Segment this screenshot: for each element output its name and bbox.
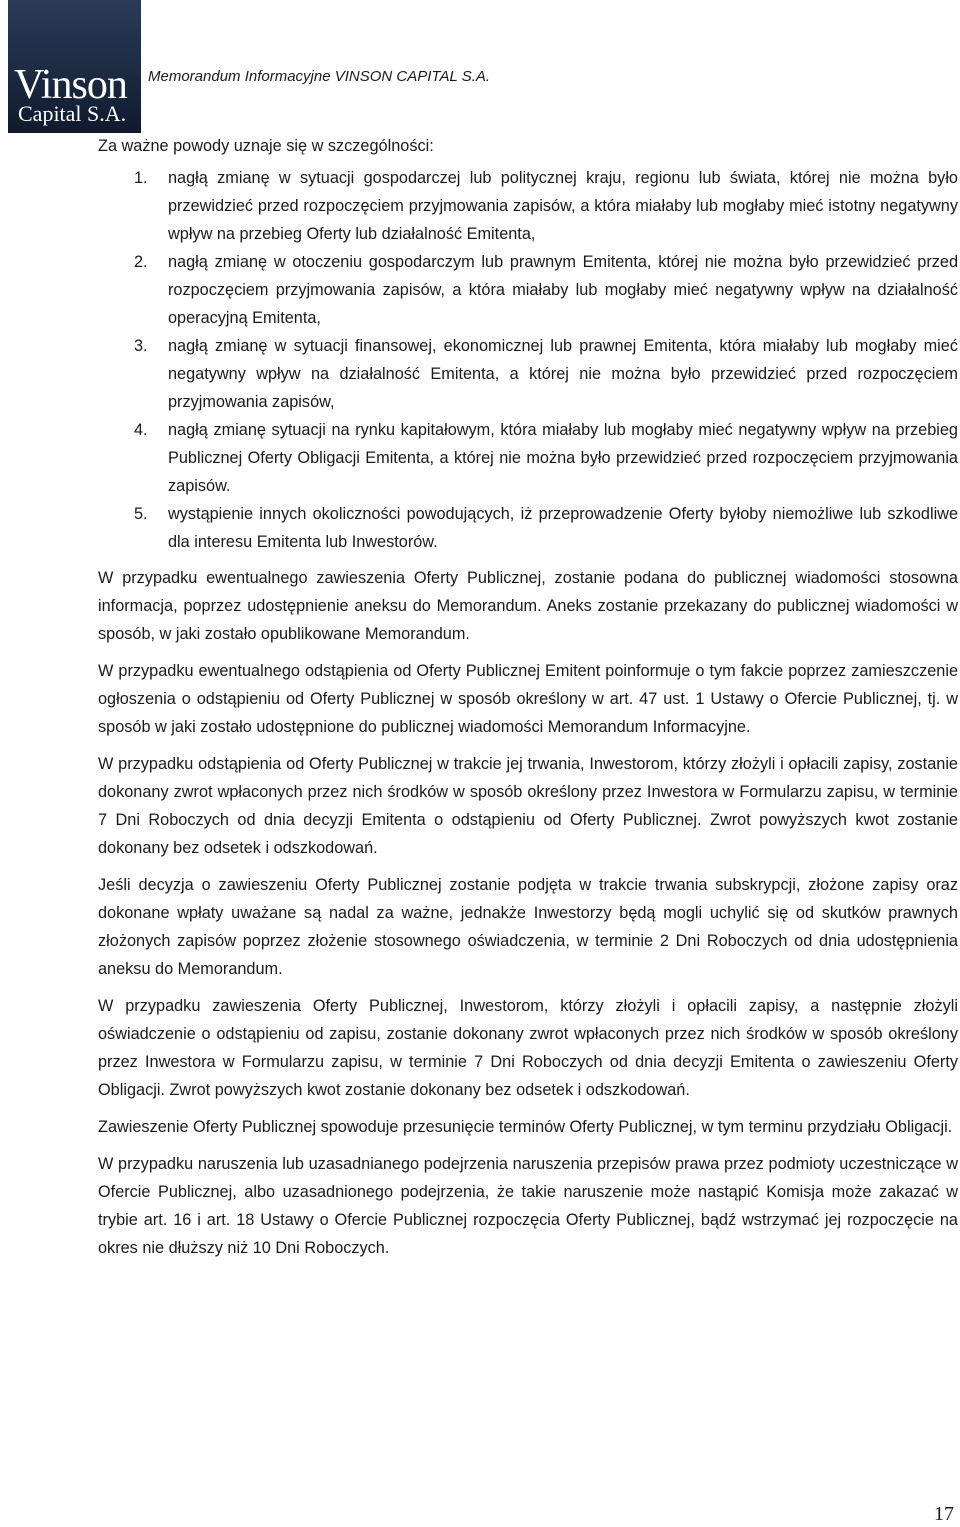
list-item-text: nagłą zmianę w sytuacji gospodarczej lub politycznej kraju, regionu lub świata, której nie można było przewidzieć przed rozpoczęciem przyjmowania zapisów, a która miałaby lub mogłaby mieć istotny negatywny wpływ na przebieg Oferty lub działalność Emitenta, xyxy=(168,169,958,243)
paragraph-suspension-subscription: Jeśli decyzja o zawieszeniu Oferty Publicznej zostanie podjęta w trakcie trwania subskrypcji, złożone zapisy oraz dokonane wpłaty uważane są nadal za ważne, jednakże Inwestorzy będą mogli uchylić się od skutków prawnych złożonych zapisów poprzez złożenie stosownego oświadczenia, w terminie 2 Dni Roboczych od dnia udostępnienia aneksu do Memorandum. xyxy=(98,876,958,978)
list-item xyxy=(98,500,958,556)
paragraph-withdrawal-notice: W przypadku ewentualnego odstąpienia od Oferty Publicznej Emitent poinformuje o tym fakcie poprzez zamieszczenie ogłoszenia o odstąpieniu od Oferty Publicznej w sposób określony w art. 47 ust. 1 Ustawy o Ofercie Publicznej, tj. w sposób w jaki zostało udostępnione do publicznej wiadomości Memorandum Informacyjne. xyxy=(98,662,958,736)
list-item xyxy=(98,164,958,248)
document-body xyxy=(98,132,958,1271)
list-item-text: nagłą zmianę w otoczeniu gospodarczym lub prawnym Emitenta, której nie można było przewidzieć przed rozpoczęciem przyjmowania zapisów, a która miałaby lub mogłaby mieć negatywny wpływ na działalność operacyjną Emitenta, xyxy=(168,253,958,327)
paragraph-commission-powers: W przypadku naruszenia lub uzasadnianego podejrzenia naruszenia przepisów prawa przez podmioty uczestniczące w Ofercie Publicznej, albo uzasadnionego podejrzenia, że takie naruszenie może nastąpić Komisja może zakazać w trybie art. 16 i art. 18 Ustawy o Ofercie Publicznej rozpoczęcia Oferty Publicznej, bądź wstrzymać jej rozpoczęcie na okres nie dłuższy niż 10 Dni Roboczych. xyxy=(98,1155,958,1257)
list-item-text: nagłą zmianę sytuacji na rynku kapitałowym, która miałaby lub mogłaby mieć negatywny wpływ na przebieg Publicznej Oferty Obligacji Emitenta, a której nie można było przewidzieć przed rozpoczęciem przyjmowania zapisów. xyxy=(168,421,958,495)
logo-wordmark: Vinson xyxy=(14,62,127,108)
list-item xyxy=(98,248,958,332)
paragraph-suspension-refund: W przypadku zawieszenia Oferty Publicznej, Inwestorom, którzy złożyli i opłacili zapisy, a następnie złożyli oświadczenie o odstąpieniu od zapisu, zostanie dokonany zwrot wpłaconych przez nich środków w sposób określony przez Inwestora w Formularzu zapisu, w terminie 7 Dni Roboczych od dnia decyzji Emitenta o zawieszeniu Oferty Obligacji. Zwrot powyższych kwot zostanie dokonany bez odsetek i odszkodowań. xyxy=(98,997,958,1099)
reasons-list xyxy=(98,164,958,556)
intro-text: Za ważne powody uznaje się w szczególności: xyxy=(98,137,434,155)
list-item xyxy=(98,416,958,500)
page-number: 17 xyxy=(934,1503,954,1525)
company-logo xyxy=(8,0,141,133)
list-item-text: wystąpienie innych okoliczności powodujących, iż przeprowadzenie Oferty byłoby niemożliwe lub szkodliwe dla interesu Emitenta lub Inwestorów. xyxy=(168,505,958,551)
paragraph-suspension-effect: Zawieszenie Oferty Publicznej spowoduje przesunięcie terminów Oferty Publicznej, w tym terminu przydziału Obligacji. xyxy=(98,1118,953,1136)
list-item-number: 1. xyxy=(134,169,148,187)
list-item-number: 2. xyxy=(134,253,148,271)
list-item-text: nagłą zmianę w sytuacji finansowej, ekonomicznej lub prawnej Emitenta, która miałaby lub mogłaby mieć negatywny wpływ na działalność Emitenta, a której nie można było przewidzieć przed rozpoczęciem przyjmowania zapisów, xyxy=(168,337,958,411)
list-item-number: 5. xyxy=(134,505,148,523)
logo-subtitle: Capital S.A. xyxy=(18,101,127,126)
paragraph-withdrawal-refund: W przypadku odstąpienia od Oferty Publicznej w trakcie jej trwania, Inwestorom, którzy złożyli i opłacili zapisy, zostanie dokonany zwrot wpłaconych przez nich środków w sposób określony przez Inwestora w Formularzu zapisu, w terminie 7 Dni Roboczych od dnia decyzji Emitenta o odstąpieniu od Oferty Publicznej. Zwrot powyższych kwot zostanie dokonany bez odsetek i odszkodowań. xyxy=(98,755,958,857)
paragraph-suspension-notice: W przypadku ewentualnego zawieszenia Oferty Publicznej, zostanie podana do publicznej wiadomości stosowna informacja, poprzez udostępnienie aneksu do Memorandum. Aneks zostanie przekazany do publicznej wiadomości w sposób, w jaki zostało opublikowane Memorandum. xyxy=(98,569,958,643)
list-item xyxy=(98,332,958,416)
document-header-title: Memorandum Informacyjne VINSON CAPITAL S.A. xyxy=(148,68,491,85)
list-item-number: 3. xyxy=(134,337,148,355)
list-item-number: 4. xyxy=(134,421,148,439)
